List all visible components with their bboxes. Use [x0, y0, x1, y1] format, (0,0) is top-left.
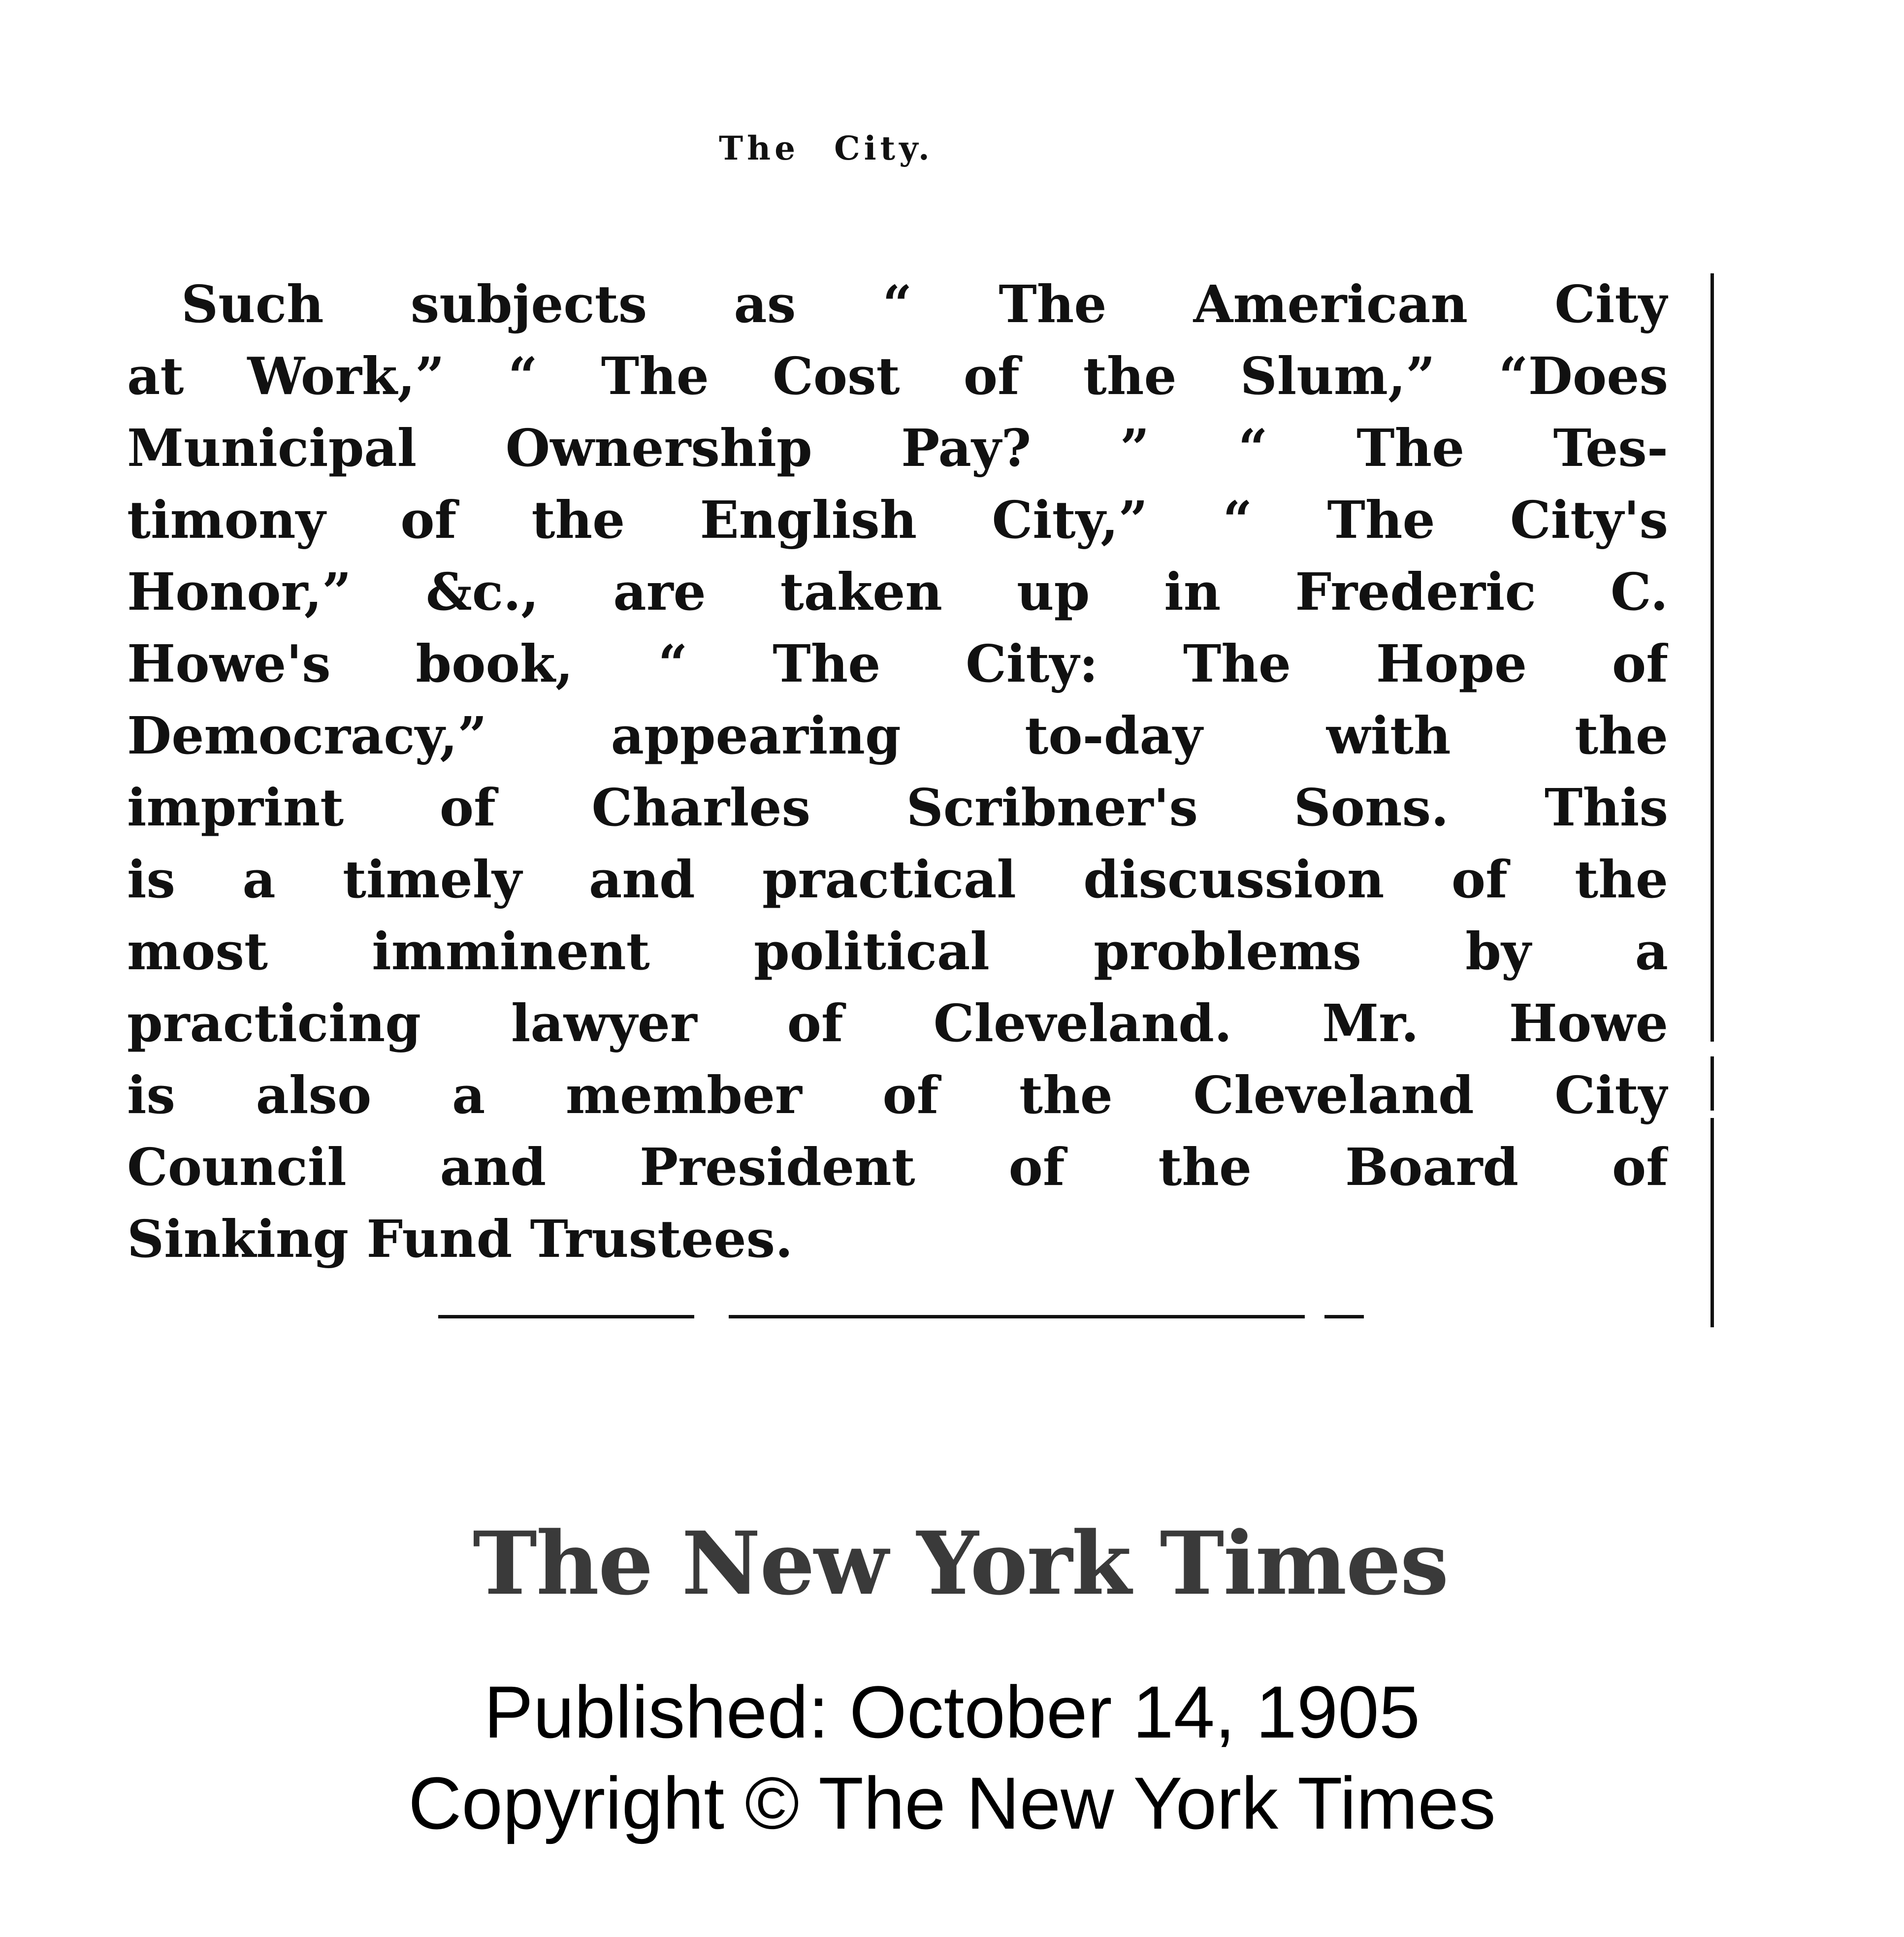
- article-line: Sinking Fund Trustees.: [127, 1209, 793, 1269]
- article-line: Honor,” &c., are taken up in Frederic C.: [127, 561, 1668, 622]
- article-line: is also a member of the Cleveland City: [127, 1065, 1668, 1125]
- column-rule: [1710, 273, 1714, 1327]
- article-line: Howe's book, “ The City: The Hope of: [127, 633, 1668, 694]
- article-line: timony of the English City,” “ The City's: [127, 490, 1668, 550]
- article-line: Council and President of the Board of: [127, 1137, 1668, 1197]
- copyright-notice: Copyright © The New York Times: [408, 1762, 1496, 1844]
- article-line: practicing lawyer of Cleveland. Mr. Howe: [127, 993, 1668, 1053]
- article-line: Democracy,” appearing to-day with the: [127, 705, 1668, 766]
- article-end-rule: [438, 1315, 1364, 1318]
- article-line: Municipal Ownership Pay? ” “ The Tes-: [127, 418, 1668, 478]
- article-line: at Work,” “ The Cost of the Slum,” “Does: [127, 346, 1668, 406]
- article-headline: The City.: [719, 129, 934, 167]
- publication-date: Published: October 14, 1905: [484, 1671, 1420, 1753]
- article-line: most imminent political problems by a: [127, 921, 1668, 982]
- article-line: Such subjects as “ The American City: [181, 274, 1668, 334]
- article-body: [127, 268, 1668, 1275]
- article-line: is a timely and practical discussion of the: [127, 849, 1668, 910]
- article-line: imprint of Charles Scribner's Sons. This: [127, 777, 1668, 838]
- nyt-masthead-logo: The New York Times: [473, 1512, 1448, 1614]
